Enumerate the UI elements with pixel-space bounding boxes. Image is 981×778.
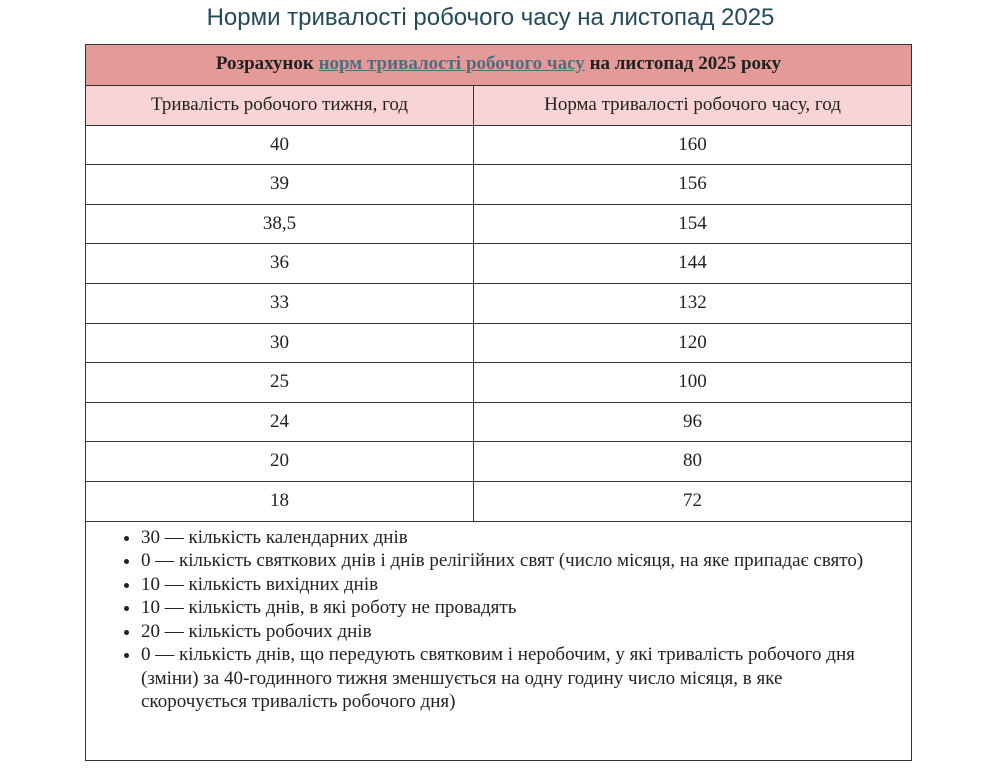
- table-row: [86, 244, 912, 284]
- table-row: [86, 363, 912, 403]
- norm-cell: 96: [474, 402, 912, 442]
- table-row: [86, 442, 912, 482]
- table-row: [86, 481, 912, 521]
- week-cell: 20: [86, 442, 474, 482]
- week-cell: 40: [86, 125, 474, 165]
- norm-cell: 154: [474, 204, 912, 244]
- norm-cell: 160: [474, 125, 912, 165]
- note-item: • 30 — кількість календарних днів: [141, 526, 891, 550]
- table-row: [86, 165, 912, 205]
- week-cell: 18: [86, 481, 474, 521]
- norm-cell: 100: [474, 363, 912, 403]
- norm-cell: 120: [474, 323, 912, 363]
- norm-cell: 156: [474, 165, 912, 205]
- norms-link[interactable]: норм тривалості робочого часу: [318, 53, 585, 74]
- norm-cell: 144: [474, 244, 912, 284]
- week-cell: 36: [86, 244, 474, 284]
- column-header-week: Тривалість робочого тижня, год: [86, 86, 474, 126]
- page-title: Норми тривалості робочого часу на листопад 2025: [206, 4, 775, 31]
- table-row: [86, 323, 912, 363]
- table-caption: Розрахунок норм тривалості робочого часу на листопад 2025 року: [86, 45, 912, 86]
- note-item: • 0 — кількість днів, що передують святковим і неробочим, у які тривалість робочого дня (зміни) за 40-годинного тижня зменшується на одну годину число місяця, в яке скорочується тривалість робочого дня): [141, 643, 891, 714]
- week-cell: 24: [86, 402, 474, 442]
- norm-cell: 80: [474, 442, 912, 482]
- week-cell: 38,5: [86, 204, 474, 244]
- notes-cell: [86, 521, 912, 760]
- table-row: [86, 204, 912, 244]
- note-item: • 10 — кількість днів, в які роботу не провадять: [141, 596, 891, 620]
- norms-table: [85, 44, 912, 761]
- week-cell: 30: [86, 323, 474, 363]
- table-row: [86, 125, 912, 165]
- note-item: • 20 — кількість робочих днів: [141, 620, 891, 644]
- week-cell: 25: [86, 363, 474, 403]
- week-cell: 33: [86, 283, 474, 323]
- notes-list: [86, 526, 891, 714]
- norm-cell: 132: [474, 283, 912, 323]
- column-header-norm: Норма тривалості робочого часу, год: [474, 86, 912, 126]
- note-item: • 10 — кількість вихідних днів: [141, 573, 891, 597]
- table-row: [86, 283, 912, 323]
- note-item: • 0 — кількість святкових днів і днів релігійних свят (число місяця, на яке припадає свято): [141, 549, 891, 573]
- norm-cell: 72: [474, 481, 912, 521]
- table-row: [86, 402, 912, 442]
- week-cell: 39: [86, 165, 474, 205]
